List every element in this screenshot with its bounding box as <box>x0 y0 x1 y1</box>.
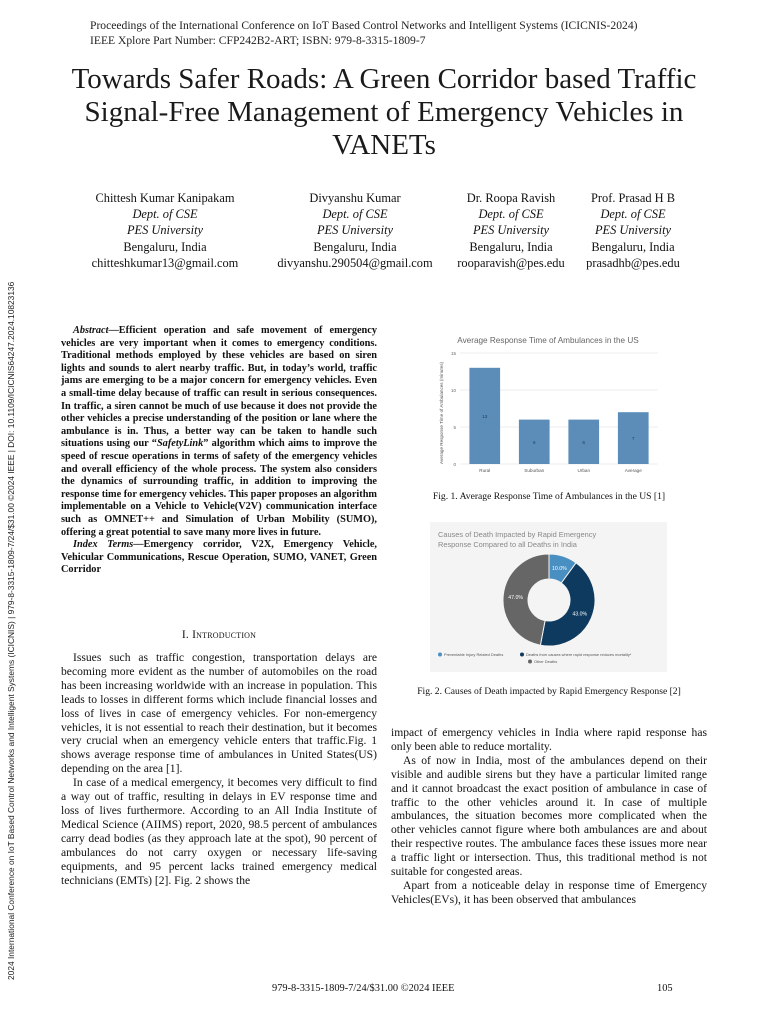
y-tick-label: 0 <box>453 462 456 467</box>
slice-value-label: 47.0% <box>508 594 524 601</box>
intro-paragraph-5: Apart from a noticeable delay in response time of Emergency Vehicles(EVs), it has been observed that ambulances <box>391 878 707 906</box>
x-tick-label: Average <box>624 468 642 473</box>
author-name: Divyanshu Kumar <box>309 191 401 205</box>
bar-value-label: 6 <box>532 439 536 445</box>
author-block-3 <box>446 190 576 271</box>
index-terms-label: Index Terms <box>73 539 134 551</box>
intro-paragraph-3: impact of emergency vehicles in India where rapid response has only been able to reduce mortality. <box>391 726 707 753</box>
author-org: PES University <box>472 223 550 238</box>
slice-value-label: 43.0% <box>572 611 588 618</box>
chart-y-axis-label: Average Response Time of Ambulances (minutes) <box>439 361 444 465</box>
donut-chart <box>430 522 667 672</box>
figure-1-caption: Fig. 1. Average Response Time of Ambulances in the US [1] <box>432 491 666 502</box>
y-tick-label: 10 <box>450 388 456 393</box>
figure-1 <box>430 327 666 475</box>
author-dept: Dept. of CSE <box>478 207 544 222</box>
abstract <box>61 325 377 577</box>
legend-swatch <box>438 653 442 657</box>
intro-paragraph-2: In case of a medical emergency, it becomes very difficult to find a way out of traffic, resulting in delays in EV response time and loss of lives furthermore. According to an All India Institute of Medical Science (AIIMS) report, 2020, 98.5 percent of ambulances carry dead bodies (as they approach late at the spot), 90 percent of ambulances do not carry oxygen or necessary life-saving equipments, and 95 percent lacks trained emergency medical technicians (EMTs) [2]. Fig. 2 shows the <box>61 776 377 887</box>
author-dept: Dept. of CSE <box>600 207 666 222</box>
paper-title: Towards Safer Roads: A Green Corridor based Traffic Signal-Free Management of Emergency Vehicles in VANETs <box>71 63 697 161</box>
figure-2 <box>430 522 667 672</box>
figure-2-caption: Fig. 2. Causes of Death impacted by Rapid Emergency Response [2] <box>417 686 681 697</box>
legend-swatch <box>528 660 532 664</box>
author-email: divyanshu.290504@gmail.com <box>277 255 433 270</box>
slice-value-label: 10.0% <box>551 566 567 573</box>
legend-label: Preventable Injury Related Deaths <box>444 652 504 657</box>
author-email: prasadhb@pes.edu <box>586 255 680 270</box>
author-org: PES University <box>316 223 394 238</box>
intro-right-column <box>391 726 707 907</box>
author-block-2 <box>262 190 448 271</box>
legend-label: Other Deaths <box>534 659 558 664</box>
header-line-1: Proceedings of the International Conference on IoT Based Control Networks and Intelligent Systems (ICICNIS-2024) <box>90 19 638 32</box>
footer-copyright: 979-8-3315-1809-7/24/$31.00 ©2024 IEEE <box>272 983 455 994</box>
header-line-2: IEEE Xplore Part Number: CFP242B2-ART; ISBN: 979-8-3315-1809-7 <box>90 34 426 47</box>
author-name: Prof. Prasad H B <box>591 191 675 205</box>
author-email: rooparavish@pes.edu <box>457 255 565 270</box>
author-dept: Dept. of CSE <box>322 207 388 222</box>
intro-paragraph-1: Issues such as traffic congestion, transportation delays are becoming more evident as the number of automobiles on the road has been increasing worldwide with an increase in population. This leads to losses in different forms which include financial losses and loss of lives in case of emergency vehicles. For non-emergency vehicles, it is not essential to reach their destination, but it becomes very crucial when an emergency vehicle enters that traffic.Fig. 1 shows average response time of ambulances in United States(US) depending on the area [1]. <box>61 651 377 776</box>
index-terms <box>61 539 377 577</box>
author-block-4 <box>578 190 688 271</box>
intro-left-column <box>61 651 377 887</box>
bar-value-label: 6 <box>582 439 586 445</box>
author-org: PES University <box>594 223 672 238</box>
page-number: 105 <box>657 983 673 994</box>
proceedings-header <box>90 18 637 48</box>
author-city: Bengaluru, India <box>123 239 207 254</box>
author-block-1 <box>72 190 258 271</box>
legend-label: Deaths from causes where rapid response reduces mortality* <box>526 652 632 657</box>
chart-title-part-2: Response Compared to all Deaths in India <box>438 540 577 549</box>
abstract-text-a: —Efficient operation and safe movement of emergency vehicles are very important when it comes to emergency conditions. Traditional methods employed by these vehicles are based on siren lights and sounds to alert nearby traffic. But, in today’s world, traffic jams are emerging to be a major concern for emergency vehicles. Even a small-time delay because of traffic can result in serious consequences. In traffic, a siren cannot be much of use because it does not provide the other vehicles a precise understanding of the position or lane where the ambulance is in. Thus, a better way can be taken to handle such situations using our “ <box>61 325 377 450</box>
author-name: Dr. Roopa Ravish <box>466 191 556 205</box>
legend-swatch <box>520 653 524 657</box>
bar-chart <box>430 327 666 475</box>
x-tick-label: Urban <box>577 468 591 473</box>
abstract-text-b: ” algorithm which aims to improve the speed of rescue operations in terms of safety of the emergency vehicles and overall efficiency of the whole process. The system also considers the dynamics of surrounding traffic, in addition to improving the response time for emergency vehicles. This paper proposes an algorithm implementable on a Vehicle to Vehicle(V2V) communication interface such as OMNET++ and Simulation of Urban Mobility (SUMO), offering a great potential to save many more lives in future. <box>61 438 377 538</box>
chart-title-line-2 <box>438 540 578 549</box>
author-dept: Dept. of CSE <box>132 207 198 222</box>
y-tick-label: 15 <box>450 351 456 356</box>
safetylink-term: SafetyLink <box>156 438 204 450</box>
author-city: Bengaluru, India <box>313 239 397 254</box>
abstract-label: Abstract <box>73 325 109 336</box>
abstract-paragraph <box>61 325 377 539</box>
bar-value-label: 7 <box>631 436 635 442</box>
section-heading-introduction: I. Introduction <box>181 628 257 641</box>
index-terms-text: —Emergency corridor, V2X, Emergency Vehicle, Vehicular Communications, Rescue Operation, SUMO, VANET, Green Corridor <box>61 539 377 576</box>
author-city: Bengaluru, India <box>469 239 553 254</box>
x-tick-label: Suburban <box>524 468 545 473</box>
author-name: Chittesh Kumar Kanipakam <box>95 191 235 205</box>
author-email: chitteshkumar13@gmail.com <box>91 255 239 270</box>
chart-title-part-1: Causes of Death Impacted by Rapid Emergency <box>438 530 597 539</box>
bar-value-label: 13 <box>482 413 488 419</box>
chart-title-line-1 <box>438 530 596 539</box>
doi-sidebar: 2024 International Conference on IoT Based Control Networks and Intelligent Systems (ICICNIS) | 979-8-3315-1809-7/24/$31.00 ©2024 IEEE | DOI: 10.1109/ICICNIS64247.2024.10823136 <box>6 281 16 980</box>
chart-title: Average Response Time of Ambulances in the US <box>457 336 639 345</box>
author-org: PES University <box>126 223 204 238</box>
x-tick-label: Rural <box>479 468 491 473</box>
y-tick-label: 5 <box>453 425 456 430</box>
author-city: Bengaluru, India <box>591 239 675 254</box>
intro-paragraph-4: As of now in India, most of the ambulances depend on their visible and audible sirens but they have a particular limited range and it cannot broadcast the exact position of ambulance in case of traffic to the other vehicles around it. In case of multiple ambulances, the situation becomes more complicated when the other vehicles cannot figure where both ambulances are and about their respective routes. The ambulance faces these issues more near a traffic light or intersection. Thus, this traditional method is not suitable for congested areas. <box>391 753 707 879</box>
